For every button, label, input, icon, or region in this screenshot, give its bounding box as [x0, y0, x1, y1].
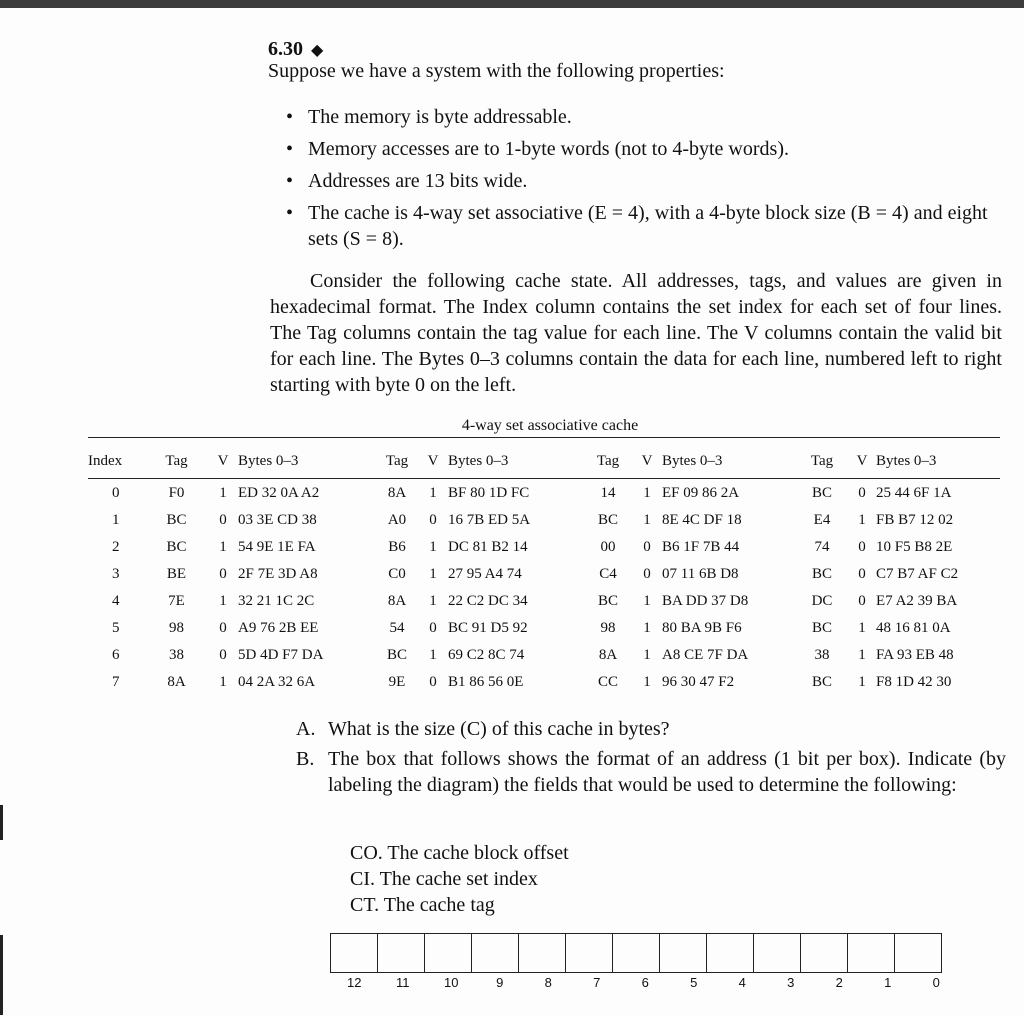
questions: [296, 716, 1006, 802]
bullet-icon: •: [286, 202, 294, 224]
table-cell: 1: [643, 647, 651, 663]
table-cell: 0: [858, 566, 866, 582]
table-cell: 1: [219, 539, 227, 555]
field-definitions: [350, 840, 569, 918]
table-row: [88, 480, 1000, 507]
list-item: [286, 168, 1006, 194]
list-item: [286, 104, 1006, 130]
column-header: V: [427, 452, 439, 469]
table-cell: F8 1D 42 30: [876, 674, 952, 690]
table-cell: A8 CE 7F DA: [662, 647, 749, 663]
table-cell: 22 C2 DC 34: [448, 593, 528, 609]
table-cell: ED 32 0A A2: [238, 485, 320, 501]
table-cell: B1 86 56 0E: [448, 674, 524, 690]
bullet-icon: •: [286, 106, 294, 128]
table-cell: 16 7B ED 5A: [448, 512, 531, 528]
table-cell: 98: [600, 620, 616, 636]
bit-label: 6: [641, 975, 649, 990]
table-cell: 8A: [387, 485, 407, 501]
table-cell: 0: [429, 674, 437, 690]
table-cell: E4: [813, 512, 831, 528]
table-cell: 4: [112, 593, 120, 609]
address-bit-box[interactable]: [378, 934, 425, 972]
question-b: [296, 746, 1006, 798]
question-label: B.: [296, 748, 315, 770]
list-item-text: Memory accesses are to 1-byte words (not to 4-byte words).: [308, 138, 789, 160]
table-row: [88, 507, 1000, 534]
table-cell: 32 21 1C 2C: [238, 593, 315, 609]
address-bit-box[interactable]: [754, 934, 801, 972]
address-bit-box[interactable]: [848, 934, 895, 972]
table-cell: 2F 7E 3D A8: [238, 566, 318, 582]
table-cell: 38: [814, 647, 830, 663]
bit-label: 9: [496, 975, 504, 990]
list-item-text: The memory is byte addressable.: [308, 106, 572, 128]
table-cell: 98: [169, 620, 184, 636]
table-cell: 54 9E 1E FA: [238, 539, 316, 555]
table-row: [88, 669, 1000, 696]
cache-state-table: [88, 442, 1000, 696]
table-cell: B6: [388, 539, 406, 555]
address-bit-box[interactable]: [566, 934, 613, 972]
table-cell: 96 30 47 F2: [662, 674, 735, 690]
table-cell: 69 C2 8C 74: [448, 647, 525, 663]
bullet-icon: •: [286, 138, 294, 160]
table-row: [88, 561, 1000, 588]
field-definition-ct: CT. The cache tag: [350, 894, 495, 916]
problem-number-text: 6.30: [268, 38, 303, 60]
table-row: [88, 615, 1000, 642]
table-cell: BC: [811, 566, 832, 582]
column-header: Bytes 0–3: [238, 452, 299, 469]
bit-label: 5: [690, 975, 698, 990]
table-cell: 1: [643, 620, 651, 636]
table-cell: 1: [429, 566, 437, 582]
cache-description-paragraph: Consider the following cache state. All addresses, tags, and values are given in hexadecimal format. The Index column contains the set index for each set of four lines. The Tag columns contain the tag value for each line. The V columns contain the valid bit for each line. The Bytes 0–3 columns contain the data for each line, numbered left to right starting with byte 0 on the left.: [270, 270, 1002, 396]
problem-intro: Suppose we have a system with the following properties:: [268, 60, 725, 82]
table-cell: A0: [387, 512, 407, 528]
table-cell: 9E: [388, 674, 406, 690]
table-cell: 7: [112, 674, 120, 690]
question-text: What is the size (C) of this cache in bytes?: [328, 718, 670, 740]
table-cell: 1: [858, 647, 866, 663]
table-cell: 38: [169, 647, 184, 663]
bit-label: 12: [347, 975, 362, 990]
table-cell: BC: [166, 512, 187, 528]
column-header: Index: [88, 452, 123, 469]
table-cell: 03 3E CD 38: [238, 512, 317, 528]
bit-label: 7: [593, 975, 601, 990]
table-cell: B6 1F 7B 44: [662, 539, 740, 555]
bit-label: 1: [884, 975, 892, 990]
caption-text: 4-way set associative cache: [461, 417, 639, 434]
table-body: [88, 480, 1000, 696]
address-bit-box[interactable]: [660, 934, 707, 972]
table-header-row: [88, 442, 1000, 480]
column-header: Bytes 0–3: [448, 452, 509, 469]
table-cell: 80 BA 9B F6: [662, 620, 742, 636]
table-cell: 74: [814, 539, 830, 555]
table-cell: E7 A2 39 BA: [876, 593, 958, 609]
table-cell: C0: [388, 566, 406, 582]
bullet-icon: •: [286, 170, 294, 192]
table-cell: 0: [643, 539, 651, 555]
list-item-text: The cache is 4-way set associative (E = 4), with a 4-byte block size (B = 4) and eight sets (S = 8).: [308, 202, 988, 250]
table-cell: 3: [112, 566, 120, 582]
table-cell: BC: [597, 512, 618, 528]
table-cell: F0: [168, 485, 185, 501]
column-header: V: [217, 452, 229, 469]
list-item: [286, 136, 1006, 162]
table-cell: 00: [600, 539, 616, 555]
table-cell: 0: [429, 512, 437, 528]
list-item-text: Addresses are 13 bits wide.: [308, 170, 528, 192]
table-cell: 8A: [598, 647, 618, 663]
table-cell: A9 76 2B EE: [238, 620, 319, 636]
table-cell: 1: [643, 593, 651, 609]
bit-label: 8: [544, 975, 552, 990]
table-cell: 10 F5 B8 2E: [876, 539, 953, 555]
bit-label: 10: [444, 975, 459, 990]
table-cell: 0: [112, 485, 120, 501]
table-cell: 0: [643, 566, 651, 582]
table-cell: 1: [219, 485, 227, 501]
table-cell: 1: [429, 647, 437, 663]
table-cell: DC 81 B2 14: [448, 539, 528, 555]
table-cell: 0: [219, 566, 227, 582]
address-bit-diagram: [330, 933, 942, 973]
table-cell: 1: [219, 674, 227, 690]
table-row: [88, 642, 1000, 669]
column-header: Bytes 0–3: [876, 452, 937, 469]
table-cell: 27 95 A4 74: [448, 566, 522, 582]
table-cell: 1: [858, 674, 866, 690]
table-cell: CC: [597, 674, 618, 690]
table-cell: 48 16 81 0A: [876, 620, 951, 636]
address-bit-box[interactable]: [331, 934, 378, 972]
column-header: Tag: [165, 452, 188, 469]
problem-number: [268, 38, 323, 61]
bit-label: 2: [835, 975, 843, 990]
table-cell: 6: [112, 647, 120, 663]
table-cell: 1: [643, 485, 651, 501]
column-header: V: [641, 452, 653, 469]
table-cell: 5: [112, 620, 120, 636]
bit-label: 3: [787, 975, 795, 990]
table-cell: FB B7 12 02: [876, 512, 954, 528]
address-bit-box[interactable]: [895, 934, 942, 972]
table-cell: BC: [597, 593, 618, 609]
table-cell: 1: [858, 512, 866, 528]
field-definition-co: CO. The cache block offset: [350, 842, 569, 864]
address-bit-box[interactable]: [801, 934, 848, 972]
table-cell: 0: [429, 620, 437, 636]
table-cell: 8A: [167, 674, 186, 690]
table-cell: EF 09 86 2A: [662, 485, 740, 501]
table-cell: 2: [112, 539, 120, 555]
table-cell: 7E: [168, 593, 185, 609]
table-cell: 1: [112, 512, 120, 528]
table-cell: 8A: [387, 593, 407, 609]
table-cell: FA 93 EB 48: [876, 647, 954, 663]
table-cell: 1: [429, 485, 437, 501]
diamond-icon: ◆: [311, 42, 324, 59]
table-cell: BC: [811, 485, 832, 501]
properties-list: [286, 104, 1006, 258]
field-definition-ci: CI. The cache set index: [350, 868, 538, 890]
table-cell: 1: [219, 593, 227, 609]
table-cell: 0: [858, 593, 866, 609]
table-cell: C4: [599, 566, 617, 582]
address-bit-box[interactable]: [519, 934, 566, 972]
bit-label: 4: [738, 975, 746, 990]
table-cell: 1: [429, 539, 437, 555]
bit-label: 0: [932, 975, 940, 990]
bit-label: 11: [396, 975, 410, 990]
address-bit-box[interactable]: [425, 934, 472, 972]
table-cell: 25 44 6F 1A: [876, 485, 952, 501]
table-cell: 0: [219, 512, 227, 528]
table-cell: 0: [858, 485, 866, 501]
table-row: [88, 534, 1000, 561]
column-header: Tag: [385, 452, 409, 469]
column-header: Tag: [596, 452, 620, 469]
table-cell: 54: [389, 620, 405, 636]
table-cell: 0: [858, 539, 866, 555]
table-cell: 8E 4C DF 18: [662, 512, 742, 528]
table-cell: BC: [811, 674, 832, 690]
table-cell: BF 80 1D FC: [448, 485, 530, 501]
table-cell: 04 2A 32 6A: [238, 674, 316, 690]
table-cell: 5D 4D F7 DA: [238, 647, 324, 663]
table-cell: BC 91 D5 92: [448, 620, 528, 636]
address-bit-box[interactable]: [472, 934, 519, 972]
bit-position-labels: [330, 975, 961, 990]
address-bit-box[interactable]: [613, 934, 660, 972]
question-a: [296, 716, 1006, 742]
table-cell: BC: [386, 647, 407, 663]
table-cell: DC: [811, 593, 833, 609]
column-header: V: [856, 452, 868, 469]
table-cell: 0: [219, 647, 227, 663]
table-cell: BC: [811, 620, 832, 636]
table-cell: 0: [219, 620, 227, 636]
table-cell: BA DD 37 D8: [662, 593, 749, 609]
question-label: A.: [296, 718, 316, 740]
table-cell: C7 B7 AF C2: [876, 566, 959, 582]
list-item: [286, 200, 1006, 252]
table-row: [88, 588, 1000, 615]
table-cell: 1: [643, 512, 651, 528]
table-cell: 1: [643, 674, 651, 690]
table-top-rule: [88, 437, 1000, 438]
table-cell: 14: [600, 485, 616, 501]
table-cell: BC: [166, 539, 187, 555]
table-cell: BE: [166, 566, 187, 582]
cache-table-caption: [0, 417, 1024, 435]
column-header: Bytes 0–3: [662, 452, 723, 469]
column-header: Tag: [810, 452, 834, 469]
table-cell: 1: [429, 593, 437, 609]
table-cell: 1: [858, 620, 866, 636]
table-cell: 07 11 6B D8: [662, 566, 739, 582]
address-bit-box[interactable]: [707, 934, 754, 972]
question-text: The box that follows shows the format of an address (1 bit per box). Indicate (by labeling the diagram) the fields that would be used to determine the following:: [328, 748, 1006, 796]
